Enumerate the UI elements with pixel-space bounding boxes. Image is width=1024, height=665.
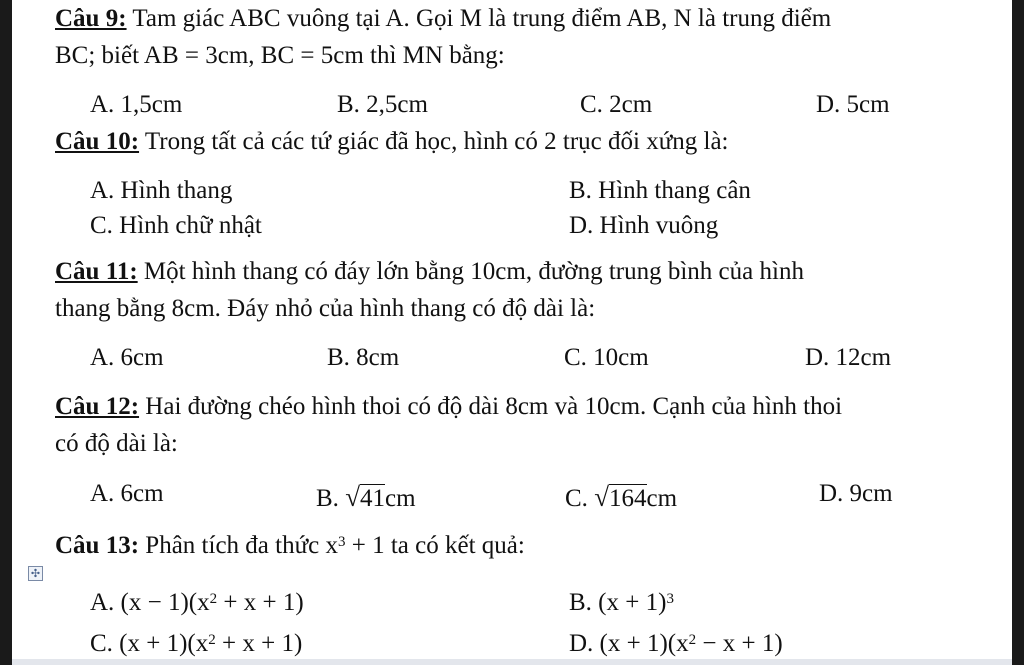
q13-exponent: 3 — [337, 534, 346, 550]
q9-option-b: B. 2,5cm — [337, 91, 428, 118]
q12-option-b-radicand: 41 — [360, 485, 386, 512]
sqrt-symbol: √164 — [594, 482, 647, 512]
q12-option-c — [565, 481, 677, 515]
right-dark-edge — [1012, 0, 1024, 665]
q13-option-d-exp: 2 — [688, 632, 697, 648]
q9-option-d: D. 5cm — [816, 91, 890, 118]
sqrt-symbol: √41 — [345, 482, 386, 512]
q12-option-b — [316, 481, 416, 515]
q11-line1 — [55, 256, 804, 288]
move-anchor-icon[interactable]: ✣ — [28, 566, 43, 581]
q12-option-c-unit: cm — [646, 485, 678, 512]
q12-option-b-unit: cm — [385, 485, 416, 512]
q10-option-c: C. Hình chữ nhật — [90, 212, 262, 239]
q12-option-a: A. 6cm — [90, 480, 164, 507]
q12-text: Hai đường chéo hình thoi có độ dài 8cm và 10cm. Cạnh của hình thoi — [139, 393, 843, 420]
q11-option-c: C. 10cm — [564, 344, 649, 371]
q9-line1 — [55, 3, 831, 35]
left-dark-edge — [0, 0, 12, 665]
q13-option-a-exp: 2 — [209, 591, 218, 607]
q12-number: Câu 12: — [55, 393, 140, 420]
q13-option-d — [569, 628, 783, 660]
q13-option-c — [90, 628, 302, 660]
q13-option-a — [90, 587, 304, 619]
q12-option-c-label: C. — [565, 485, 595, 512]
q13-option-b-exp: 3 — [666, 591, 674, 607]
q13-option-d-pre: D. (x + 1)(x — [569, 630, 689, 657]
q12-line2: có độ dài là: — [55, 430, 178, 457]
q13-text-pre: Phân tích đa thức x — [139, 532, 338, 559]
q11-option-b: B. 8cm — [327, 344, 400, 371]
q10-text: Trong tất cả các tứ giác đã học, hình có 2 trục đối xứng là: — [139, 128, 729, 155]
q13-option-b — [569, 587, 674, 619]
q10-option-a: A. Hình thang — [90, 177, 233, 204]
q10-line1 — [55, 126, 729, 158]
q11-number: Câu 11: — [55, 258, 138, 285]
q12-option-d: D. 9cm — [819, 480, 893, 507]
q13-number: Câu 13: — [55, 532, 140, 559]
q9-number: Câu 9: — [55, 5, 127, 32]
q13-option-c-post: + x + 1) — [215, 630, 303, 657]
q13-option-d-post: − x + 1) — [696, 630, 783, 657]
q13-text-post: + 1 ta có kết quả: — [345, 532, 525, 559]
q13-line1 — [55, 530, 525, 562]
q12-line1 — [55, 391, 842, 423]
q9-text: Tam giác ABC vuông tại A. Gọi M là trung điểm AB, N là trung điểm — [126, 5, 832, 32]
q12-option-b-label: B. — [316, 485, 346, 512]
q10-number: Câu 10: — [55, 128, 140, 155]
q11-line2: thang bằng 8cm. Đáy nhỏ của hình thang có độ dài là: — [55, 295, 596, 322]
q9-option-a: A. 1,5cm — [90, 91, 183, 118]
q12-option-c-radicand: 164 — [609, 485, 647, 512]
q11-option-a: A. 6cm — [90, 344, 164, 371]
q11-text: Một hình thang có đáy lớn bằng 10cm, đường trung bình của hình — [137, 258, 804, 285]
q13-option-a-post: + x + 1) — [217, 589, 304, 616]
q13-option-b-pre: B. (x + 1) — [569, 589, 667, 616]
q10-option-b: B. Hình thang cân — [569, 177, 751, 204]
q13-option-a-pre: A. (x − 1)(x — [90, 589, 210, 616]
q13-option-c-pre: C. (x + 1)(x — [90, 630, 209, 657]
q11-option-d: D. 12cm — [805, 344, 892, 371]
q10-option-d: D. Hình vuông — [569, 212, 719, 239]
q13-option-c-exp: 2 — [208, 632, 216, 648]
q9-line2: BC; biết AB = 3cm, BC = 5cm thì MN bằng: — [55, 42, 505, 69]
q9-option-c: C. 2cm — [580, 91, 653, 118]
